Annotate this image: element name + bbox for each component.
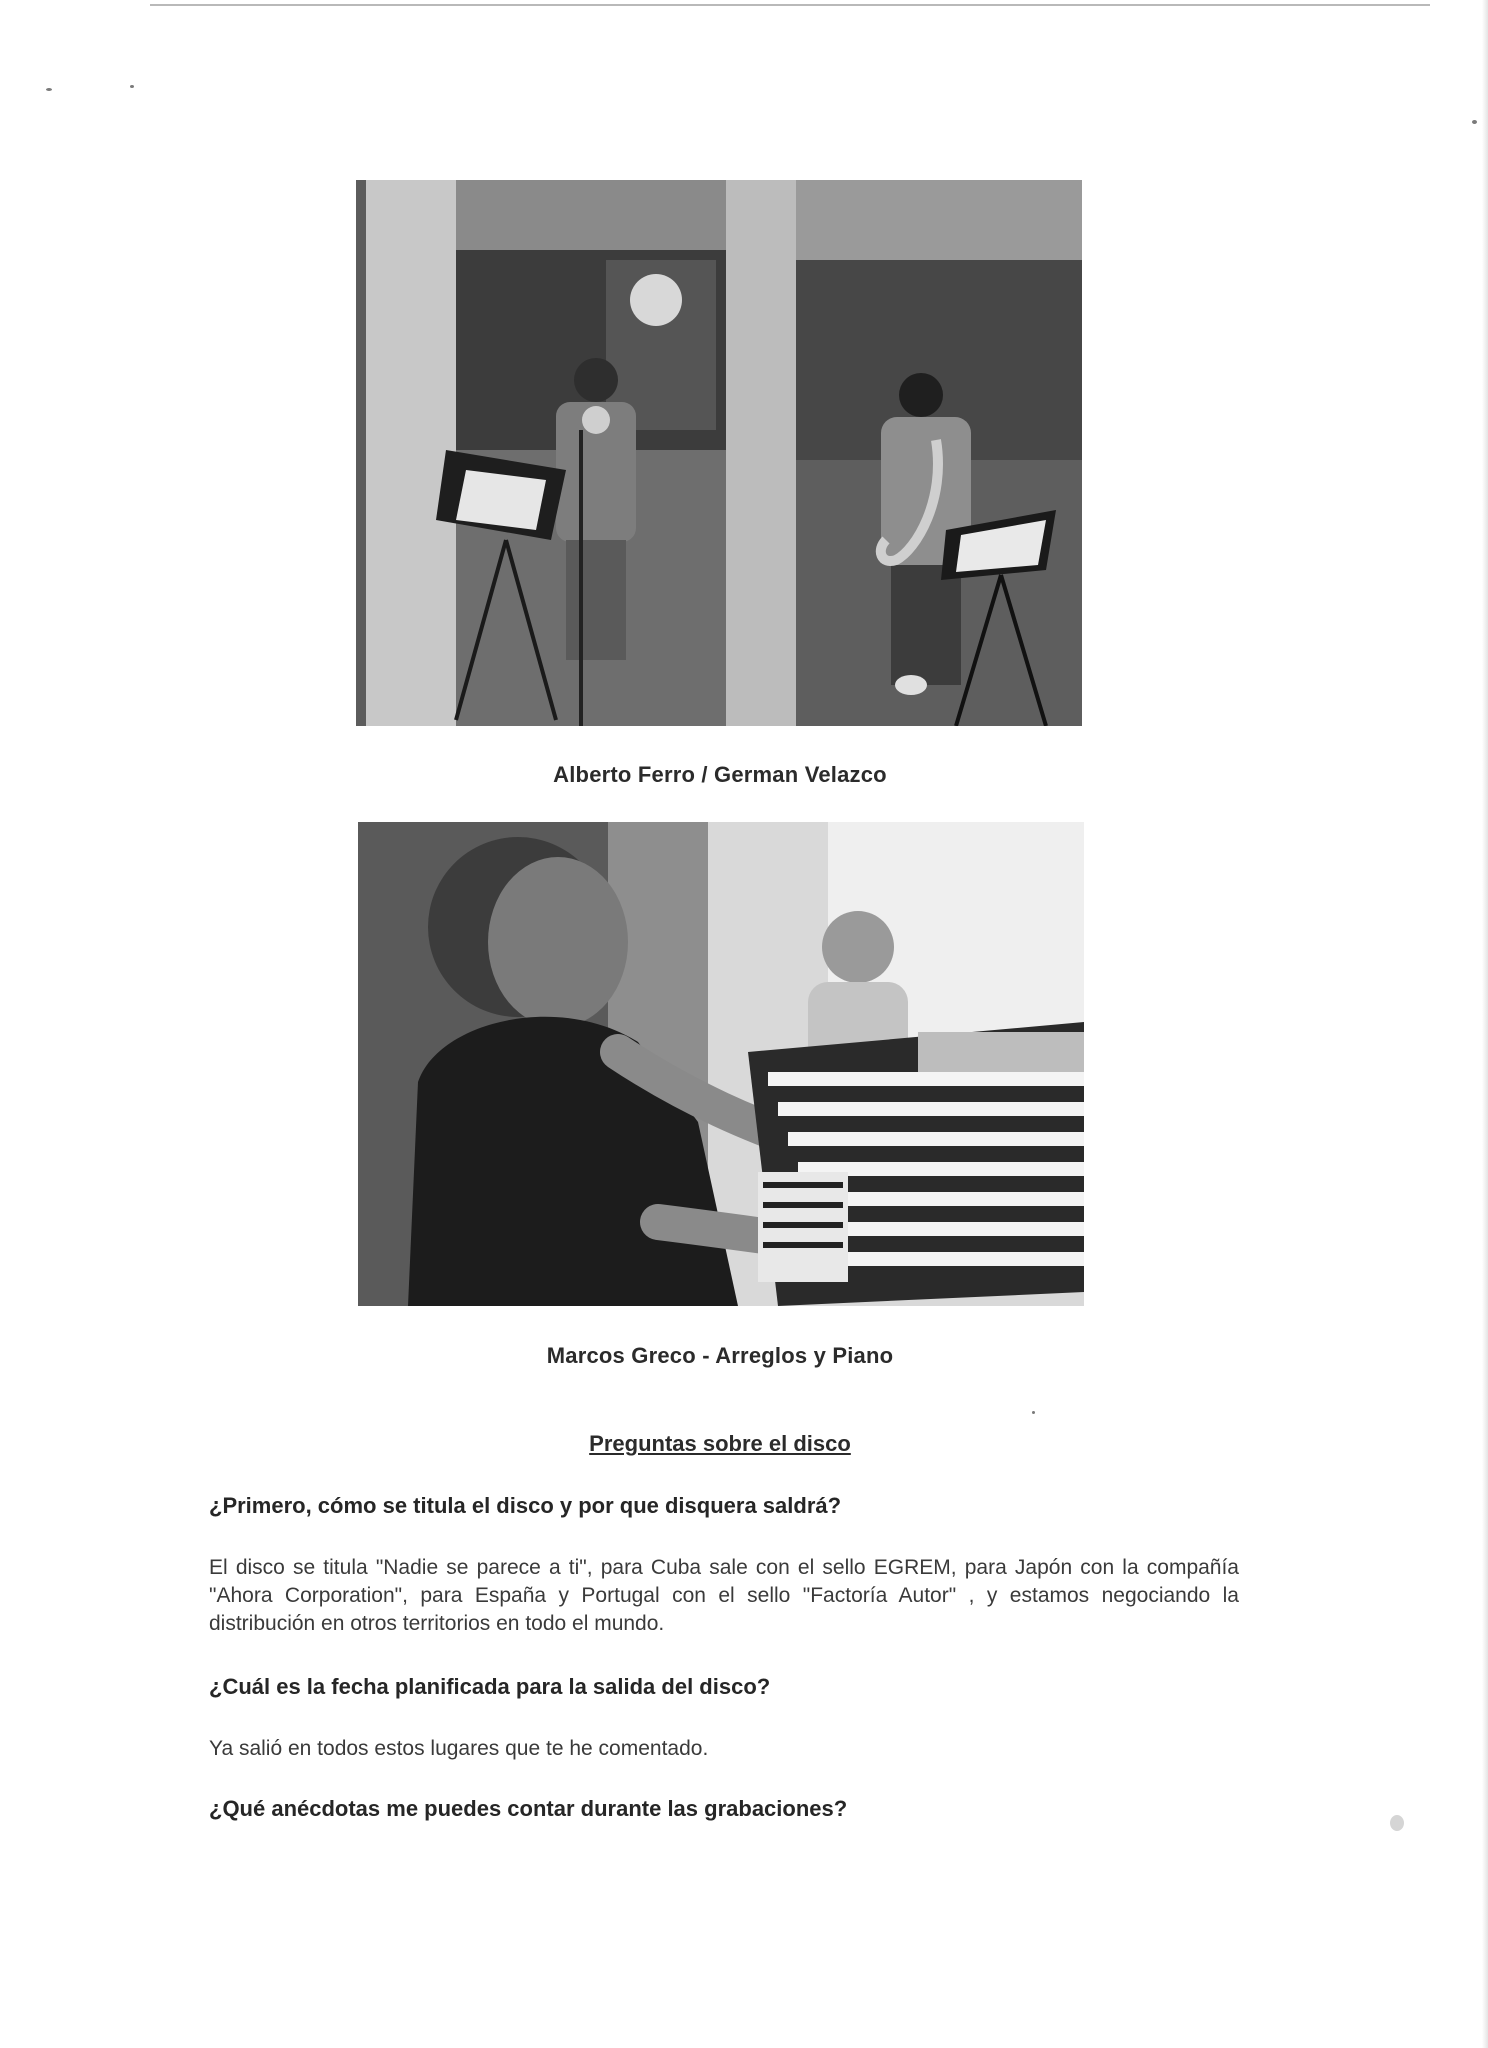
answer-2: Ya salió en todos estos lugares que te he comentado. [209,1737,709,1760]
scan-speck [46,88,52,91]
question-2: ¿Cuál es la fecha planificada para la salida del disco? [209,1674,771,1699]
photo-musicians-recording [356,180,1082,726]
answer-1: El disco se titula "Nadie se parece a ti", para Cuba sale con el sello EGREM, para Japón con la compañía "Ahora Corporation", para España y Portugal con el sello "Factoría Autor" , y estamos negociando la distribución en otros territorios en todo el mundo. [209,1556,1239,1635]
scan-right-edge [1482,0,1488,2048]
photo-caption-musicians: Alberto Ferro / German Velazco [553,762,887,787]
question-3: ¿Qué anécdotas me puedes contar durante las grabaciones? [209,1796,848,1821]
question-1: ¿Primero, cómo se titula el disco y por que disquera saldrá? [209,1493,842,1518]
scan-speck [130,85,134,88]
photo-caption-pianist: Marcos Greco - Arreglos y Piano [546,1343,894,1368]
photo-pianist [358,822,1084,1306]
scan-speck [1032,1411,1035,1414]
scan-speck [1472,120,1477,124]
scan-speck [1390,1815,1404,1831]
scan-top-edge [150,4,1430,6]
section-title: Preguntas sobre el disco [589,1431,851,1456]
